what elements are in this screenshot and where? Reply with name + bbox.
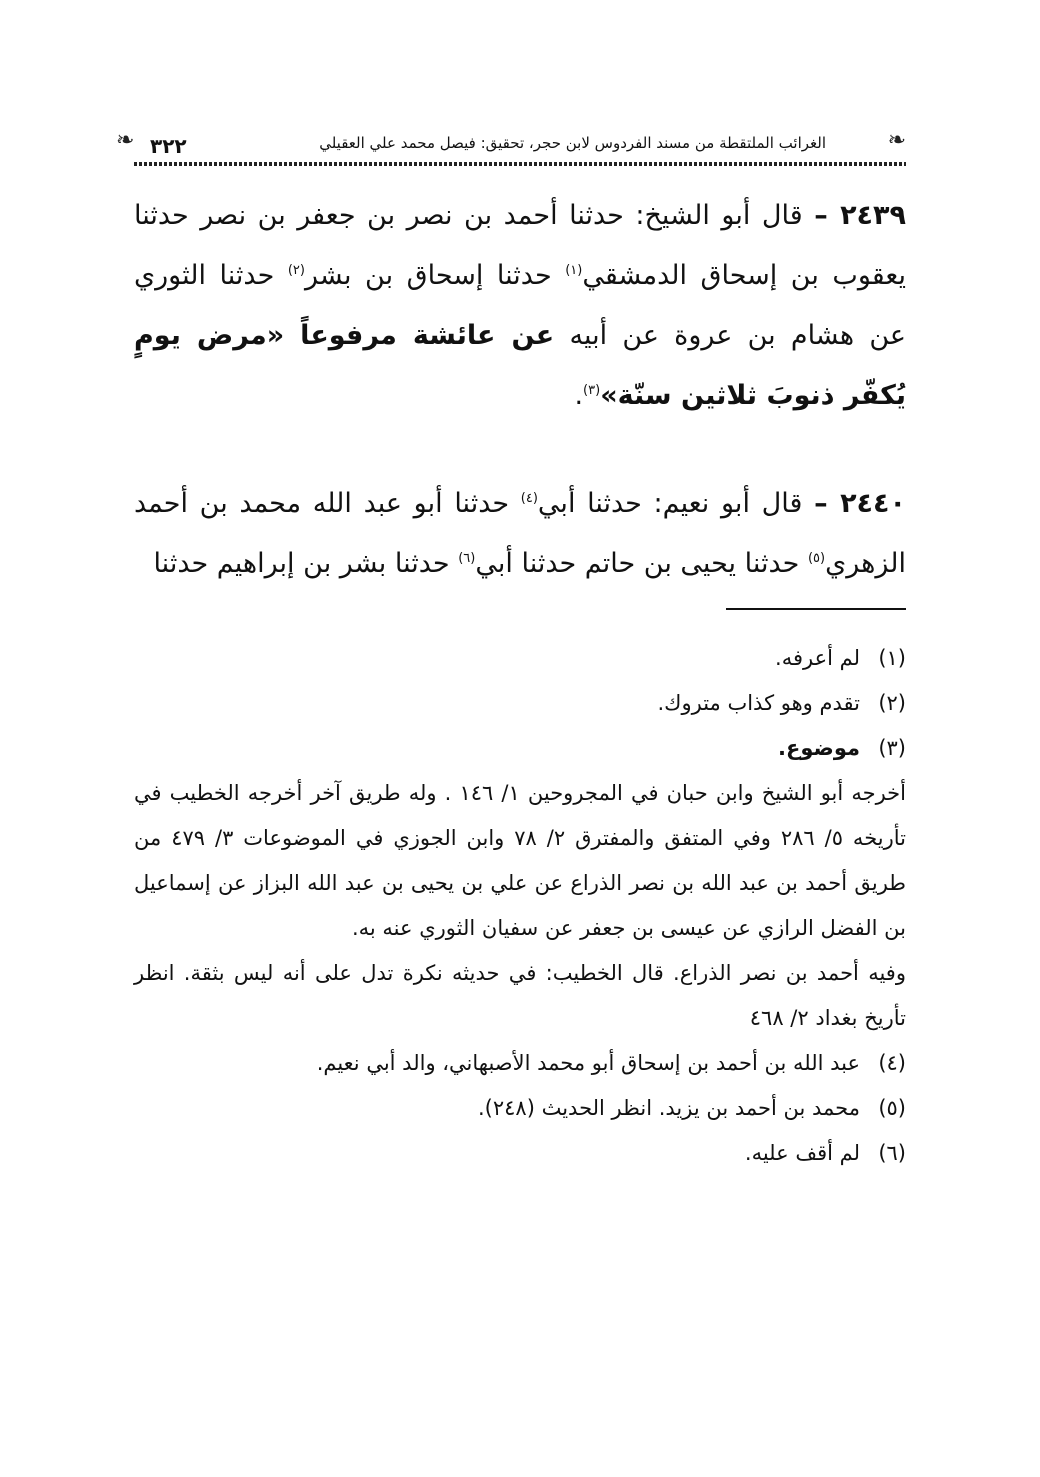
hadith-2439 bbox=[134, 186, 906, 426]
footnote-4 bbox=[134, 1041, 906, 1086]
hadith-text: حدثنا بشر بن إبراهيم حدثنا bbox=[153, 548, 450, 579]
page-header bbox=[116, 128, 906, 172]
hadith-matn: عن عائشة مرفوعاً «مرض يومٍ يُكفّر ذنوبَ ثلاثين سنّة» bbox=[134, 320, 906, 411]
running-title: الغرائب الملتقطة من مسند الفردوس لابن حجر، تحقيق: فيصل محمد علي العقيلي bbox=[319, 134, 826, 152]
footnote-text: لم أقف عليه. bbox=[744, 1141, 860, 1165]
footnote-separator bbox=[726, 608, 906, 610]
ornament-left-icon: ❧ bbox=[116, 128, 135, 153]
footnote-text: تقدم وهو كذاب متروك. bbox=[657, 691, 860, 715]
hadith-number: ٢٤٣٩ – bbox=[814, 200, 906, 231]
footnote-number: (٣) bbox=[878, 736, 906, 760]
footnote-2 bbox=[134, 681, 906, 726]
footnote-ref-3[interactable]: (٣) bbox=[583, 383, 601, 398]
footnote-number: (١) bbox=[878, 646, 906, 670]
footnote-number: (٥) bbox=[878, 1096, 906, 1120]
hadith-text: قال أبو الشيخ: حدثنا أحمد بن نصر بن جعفر بن نصر حدثنا يعقوب بن إسحاق الدمشقي bbox=[134, 200, 906, 291]
hadith-text: قال أبو نعيم: حدثنا أبي bbox=[537, 488, 803, 519]
footnote-number: (٢) bbox=[878, 691, 906, 715]
footnote-text: عبد الله بن أحمد بن إسحاق أبو محمد الأصبهاني، والد أبي نعيم. bbox=[316, 1051, 860, 1075]
footnote-number: (٦) bbox=[878, 1141, 906, 1165]
footnotes bbox=[134, 636, 906, 1176]
hadith-2440 bbox=[134, 474, 906, 594]
footnote-5 bbox=[134, 1086, 906, 1131]
hadith-text: حدثنا الثوري عن هشام بن عروة عن أبيه bbox=[134, 260, 906, 351]
hadith-text: حدثنا إسحاق بن بشر bbox=[304, 260, 552, 291]
hadith-end: . bbox=[574, 380, 584, 411]
footnote-ref-5[interactable]: (٥) bbox=[807, 551, 826, 566]
footnote-3 bbox=[134, 726, 906, 771]
header-rule bbox=[134, 162, 906, 166]
footnote-text: موضوع. bbox=[778, 736, 860, 760]
ornament-right-icon: ❧ bbox=[887, 128, 906, 153]
footnote-ref-4[interactable]: (٤) bbox=[520, 491, 538, 506]
footnote-ref-6[interactable]: (٦) bbox=[458, 551, 476, 566]
footnote-3-comment: وفيه أحمد بن نصر الذراع. قال الخطيب: في حديثه نكرة تدل على أنه ليس بثقة. انظر تأريخ بغداد ٢/ ٤٦٨ bbox=[134, 961, 906, 1030]
hadith-text: حدثنا أبو عبد الله محمد بن أحمد الزهري bbox=[134, 488, 906, 579]
footnote-ref-2[interactable]: (٢) bbox=[287, 263, 305, 278]
hadith-text: حدثنا يحيى بن حاتم حدثنا أبي bbox=[475, 548, 800, 579]
footnote-6 bbox=[134, 1131, 906, 1176]
footnote-text: لم أعرفه. bbox=[775, 646, 860, 670]
footnote-1 bbox=[134, 636, 906, 681]
footnote-text: محمد بن أحمد بن يزيد. انظر الحديث (٢٤٨). bbox=[478, 1096, 860, 1120]
footnote-ref-1[interactable]: (١) bbox=[565, 263, 583, 278]
page-number: ٣٢٢ bbox=[150, 134, 187, 158]
footnote-number: (٤) bbox=[878, 1051, 906, 1075]
footnote-3-takhrij: أخرجه أبو الشيخ وابن حبان في المجروحين ١/ ١٤٦ . وله طريق آخر أخرجه الخطيب في تأريخه ٥/ ٢٨٦ وفي المتفق والمفترق ٢/ ٧٨ وابن الجوزي في الموضوعات ٣/ ٤٧٩ من طريق أحمد بن عبد الله بن نصر الذراع عن علي بن يحيى بن عبد الله البزاز عن إسماعيل بن الفضل الرازي عن عيسى بن جعفر عن سفيان الثوري عنه به. bbox=[134, 781, 906, 940]
hadith-number: ٢٤٤٠ – bbox=[814, 488, 906, 519]
